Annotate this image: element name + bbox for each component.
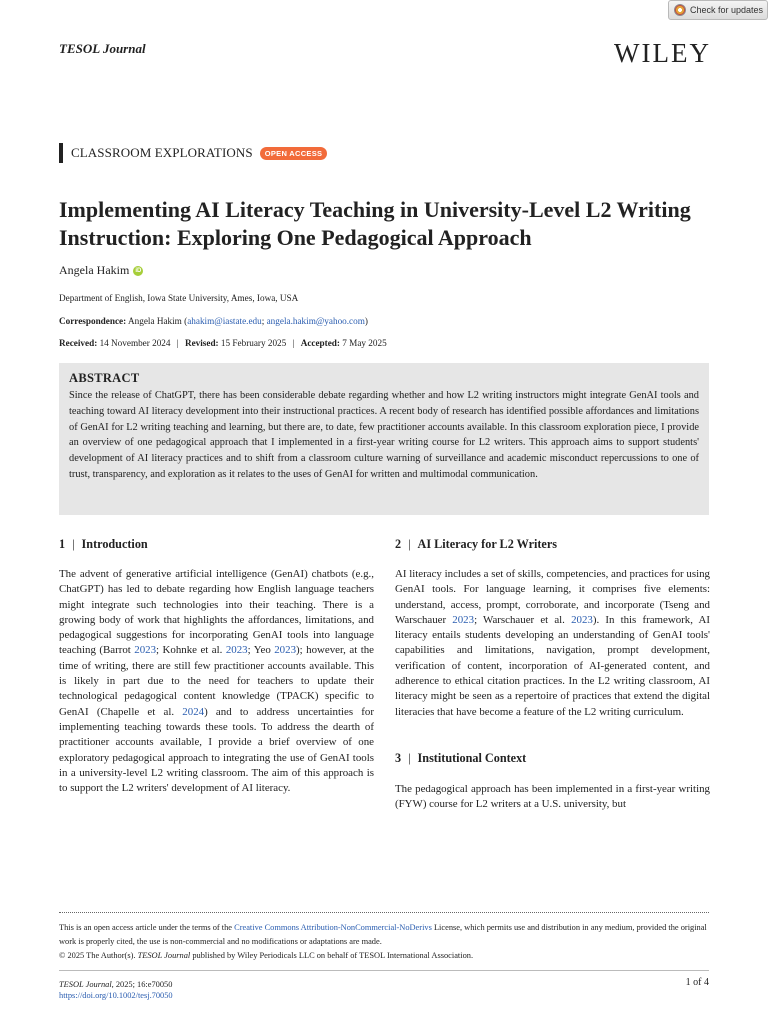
check-updates-icon [674,4,686,16]
text-run: ). In this framework, AI literacy entails students developing an understanding of GenAI tools' capabilities and limitations, navigation, prompt development, verification of content, incorporation of AI-generated content, and adherence to ethical citation practices. In the L2 writing classroom, AI literacy might be seen as a repertoire of practices that extend the digital literacies that have become a feature of the L2 writing curriculum. [395,613,710,718]
article-title: Implementing AI Literacy Teaching in University-Level L2 Writing Instruction: Exploring One Pedagogical Approach [59,197,691,250]
accepted-label: Accepted: [300,338,340,348]
journal-name-inline: TESOL Journal [137,951,191,960]
institutional-context-paragraph: The pedagogical approach has been implemented in a first-year writing (FYW) course for L2 writers at a U.S. university, but [395,782,710,811]
text-run: License, which permits use and distribution in any medium, provided the original work is properly cited, the use is non-commercial and no modifications or adaptations are made. [59,923,707,946]
publisher-logo: WILEY [614,38,711,68]
orcid-icon[interactable]: iD [135,267,142,274]
correspondence [59,316,368,326]
section-divider: | [408,536,411,551]
email-link-1[interactable]: ahakim@iastate.edu [187,316,262,326]
article-dates [59,338,387,348]
citation-journal: TESOL Journal [59,980,112,989]
text-run: ; Warschauer et al. [474,613,572,626]
section-number: 2 [395,536,402,551]
text-run: © 2025 The Author(s). [59,951,138,960]
abstract-text: Since the release of ChatGPT, there has been considerable debate regarding whether and how L2 writing instructors might integrate GenAI tools and teaching toward AI literacy development into their instructional practices. A recent body of research has identified possible affordances and limitations of GenAI for L2 writing teaching and learning, but there are, to date, few practitioner accounts available. In this classroom exploration piece, I provide an overview of one pedagogical approach that I implemented in a first-year writing course for L2 writers. This approach aims to support students' development of AI literacy practices and to shift from a classroom culture warning of surveillance and academic misconduct repercussions to one of trust, transparency, and exploration as it relates to the uses of GenAI for written and multimodal communication. [69,390,699,480]
right-column [395,536,710,813]
license-link[interactable]: Creative Commons Attribution-NonCommercial-NoDerivs [234,923,432,932]
section-text: CLASSROOM EXPLORATIONS [71,145,253,160]
section-title: AI Literacy for L2 Writers [417,536,557,551]
author-name[interactable]: Angela Hakim [59,263,130,277]
abstract-box [59,363,709,515]
footer-divider [59,912,709,913]
open-access-badge: OPEN ACCESS [260,147,328,160]
section-bar [59,143,63,163]
text-run: published by Wiley Periodicals LLC on behalf of TESOL International Association. [190,951,474,960]
citation-link[interactable]: 2023 [225,644,248,657]
journal-name: TESOL Journal [59,41,146,56]
citation-link[interactable]: 2023 [452,613,475,626]
section-divider: | [72,536,75,551]
section-divider: | [408,751,411,766]
received-label: Received: [59,338,98,348]
doi-link[interactable]: https://doi.org/10.1002/tesj.70050 [59,991,173,1000]
accepted-date: 7 May 2025 [342,338,387,348]
correspondence-label: Correspondence: [59,316,127,326]
abstract-heading: ABSTRACT [69,371,140,385]
citation-link[interactable]: 2023 [274,644,297,657]
bottom-divider [59,970,709,971]
received-date: 14 November 2024 [99,338,171,348]
revised-label: Revised: [184,338,219,348]
citation-link[interactable]: 2023 [571,613,593,626]
introduction-paragraph [59,567,374,796]
date-separator: | [176,338,179,348]
text-run: This is an open access article under the terms of the [59,923,235,932]
text-run: AI literacy includes a set of skills, competencies, and practices for using GenAI tools. For language learning, it comprises five elements: understand, access, prompt, corroborate, and incorporate (Tseng and Warschauer [395,568,710,626]
correspondence-end: ) [364,316,368,326]
citation-volume: , 2025; 16:e70050 [111,980,173,989]
date-separator: | [292,338,295,348]
text-run: ; Kohnke et al. [156,644,226,657]
text-run: ; Yeo [247,644,275,657]
left-column [59,536,374,796]
author [59,263,143,278]
section-title: Institutional Context [417,751,527,766]
article-citation [59,979,173,1001]
text-run: ) and to address uncertainties for implementing teaching towards these tools. To address the dearth of practitioner accounts available, I provide a brief overview of one exploratory pedagogical approach to integrating the use of GenAI tools in a university-level L2 writing classroom. The aim of this approach is to support the L2 writers' development of AI literacy. [59,705,374,795]
ai-literacy-paragraph [395,567,710,720]
page-number: 1 of 4 [685,977,709,988]
correspondence-name: Angela Hakim ( [128,316,188,326]
check-for-updates-label: Check for updates [690,5,764,15]
section-label [59,143,327,163]
section-heading-institutional-context [395,751,710,767]
citation-link[interactable]: 2024 [182,705,205,718]
email-link-2[interactable]: angela.hakim@yahoo.com [266,316,365,326]
section-number: 1 [59,536,66,551]
section-heading-introduction [59,536,374,552]
text-run: ); however, at the time of writing, there are still few practitioner accounts available. This is likely in part due to the need for teachers to update their technological pedagogical content knowledge (TPACK) specific to GenAI (Chapelle et al. [59,644,374,718]
section-title: Introduction [81,536,148,551]
check-for-updates-button[interactable] [668,0,768,20]
copyright-line [59,951,709,960]
text-run: The advent of generative artificial intelligence (GenAI) chatbots (e.g., ChatGPT) has led to debate regarding how English language teachers might integrate such technologies into their teaching. There is a growing body of work that highlights the affordances, limitations, and pedagogical suggestions for incorporating GenAI tools into language teaching (Barrot [59,568,374,657]
revised-date: 15 February 2025 [220,338,287,348]
section-number: 3 [395,751,402,766]
citation-line [59,979,173,990]
license-statement [59,921,709,948]
affiliation: Department of English, Iowa State University, Ames, Iowa, USA [59,293,299,303]
email-separator: ; [261,316,267,326]
section-heading-ai-literacy [395,536,710,552]
citation-link[interactable]: 2023 [134,644,157,657]
